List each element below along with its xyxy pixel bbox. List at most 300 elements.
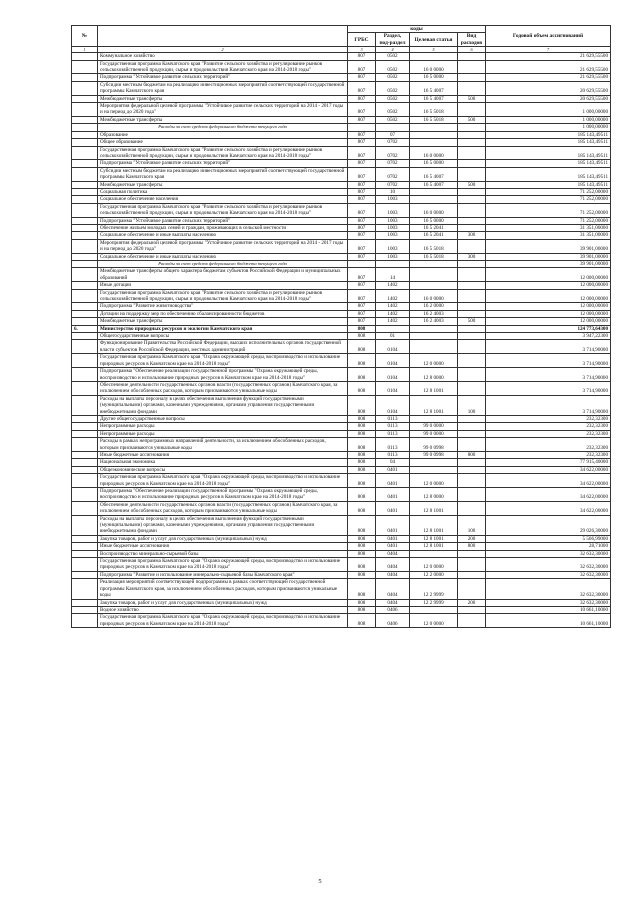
- row-number: [72, 116, 98, 123]
- row-name: Расходы за счет средств федерального бюджета текущего года: [98, 124, 348, 131]
- row-name: Субсидии местным бюджетам на реализацию инвестиционных мероприятий соответствующей государственной программы Камчатского края: [98, 81, 348, 95]
- table-row: [72, 451, 611, 458]
- row-name: Обеспечение деятельности государственных органов власти (государственных органов) Камчатского края, за исключением обособленных расходов, которым присваиваются уникальные коды: [98, 381, 348, 395]
- row-number: [72, 203, 98, 217]
- row-grbs: 807: [348, 103, 376, 117]
- row-expense-type: [458, 488, 486, 502]
- row-target-article: 12 8 1001: [410, 395, 458, 415]
- row-expense-type: [458, 289, 486, 303]
- row-target-article: 16 5 4007: [410, 167, 458, 181]
- row-expense-type: 500: [458, 318, 486, 325]
- row-target-article: 16 2 4003: [410, 310, 458, 317]
- table-row: [72, 535, 611, 542]
- row-amount: 77 915,40000: [486, 459, 611, 466]
- row-target-article: 99 0 0998: [410, 438, 458, 452]
- table-row: [72, 550, 611, 557]
- row-number: [72, 224, 98, 231]
- row-razdel: 1003: [376, 196, 410, 203]
- row-amount: 1 000,00000: [486, 103, 611, 117]
- row-amount: 3 714,90000: [486, 381, 611, 395]
- row-grbs: 807: [348, 253, 376, 260]
- row-razdel: 1003: [376, 203, 410, 217]
- row-amount: 12 000,00000: [486, 303, 611, 310]
- table-row: [72, 333, 611, 340]
- row-target-article: 12 8 0000: [410, 488, 458, 502]
- row-number: [72, 268, 98, 282]
- row-razdel: 0404: [376, 571, 410, 578]
- row-target-article: [410, 340, 458, 354]
- row-grbs: 808: [348, 571, 376, 578]
- row-target-article: [410, 124, 458, 131]
- row-razdel: 0404: [376, 558, 410, 572]
- table-row: [72, 95, 611, 102]
- row-number: [72, 131, 98, 138]
- row-name: Закупка товаров, работ и услуг для государственных (муниципальных) нужд: [98, 535, 348, 542]
- row-expense-type: [458, 558, 486, 572]
- row-expense-type: [458, 474, 486, 488]
- row-name: Подпрограмма "Устойчивое развитие сельских территорий": [98, 160, 348, 167]
- table-row: [72, 515, 611, 535]
- row-target-article: 99 0 0000: [410, 430, 458, 437]
- row-grbs: 807: [348, 131, 376, 138]
- row-expense-type: 500: [458, 116, 486, 123]
- row-grbs: 808: [348, 535, 376, 542]
- row-number: [72, 95, 98, 102]
- header-amount: Годовой объем ассигнований: [486, 26, 611, 47]
- row-grbs: 807: [348, 146, 376, 160]
- row-amount: 12 000,00000: [486, 268, 611, 282]
- row-amount: 71 252,00000: [486, 203, 611, 217]
- row-target-article: 12 2 9999: [410, 579, 458, 599]
- row-razdel: [376, 261, 410, 268]
- row-amount: 71 252,00000: [486, 188, 611, 195]
- table-row: [72, 606, 611, 613]
- table-row: [72, 488, 611, 502]
- table-row: [72, 131, 611, 138]
- row-razdel: 01: [376, 333, 410, 340]
- row-grbs: 807: [348, 60, 376, 74]
- table-row: [72, 543, 611, 550]
- row-name: Социальная политика: [98, 188, 348, 195]
- row-amount: 185 143,49511: [486, 146, 611, 160]
- row-amount: 71 252,00000: [486, 217, 611, 224]
- table-row: [72, 368, 611, 382]
- table-row: [72, 253, 611, 260]
- row-grbs: 807: [348, 203, 376, 217]
- row-name: Государственная программа Камчатского края "Развитие сельского хозяйства и регулирование рынков сельскохозяйственной продукции, сырья и продовольствия Камчатского края на 2014-2018 годы": [98, 146, 348, 160]
- header-csr: Целевая статья: [410, 33, 458, 47]
- row-expense-type: [458, 333, 486, 340]
- row-amount: 32 632,30000: [486, 579, 611, 599]
- row-name: Обеспечение жильем молодых семей и граждан, проживающих в сельской местности: [98, 224, 348, 231]
- row-expense-type: [458, 459, 486, 466]
- row-target-article: 12 8 1001: [410, 543, 458, 550]
- row-amount: 28,71000: [486, 543, 611, 550]
- row-expense-type: [458, 224, 486, 231]
- table-row: [72, 599, 611, 606]
- row-razdel: 0113: [376, 415, 410, 422]
- row-razdel: 0104: [376, 340, 410, 354]
- row-grbs: 807: [348, 318, 376, 325]
- row-number: [72, 466, 98, 473]
- colnum-2: 2: [98, 47, 348, 53]
- row-amount: 20 629,55500: [486, 95, 611, 102]
- row-number: [72, 614, 98, 628]
- row-grbs: 808: [348, 614, 376, 628]
- row-number: [72, 438, 98, 452]
- table-row: [72, 310, 611, 317]
- row-name: Иные дотации: [98, 282, 348, 289]
- table-row: [72, 139, 611, 146]
- row-name: Субсидии местным бюджетам на реализацию инвестиционных мероприятий соответствующей государственной программы Камчатского края: [98, 167, 348, 181]
- row-expense-type: [458, 74, 486, 81]
- row-target-article: 16 2 4003: [410, 318, 458, 325]
- row-number: [72, 571, 98, 578]
- row-number: [72, 196, 98, 203]
- row-amount: 34 622,00000: [486, 501, 611, 515]
- row-name: Социальное обеспечение и иные выплаты населению: [98, 232, 348, 239]
- row-razdel: 0113: [376, 423, 410, 430]
- row-amount: 31 351,00000: [486, 232, 611, 239]
- table-row: [72, 188, 611, 195]
- row-grbs: 807: [348, 74, 376, 81]
- row-target-article: 16 5 5018: [410, 253, 458, 260]
- row-razdel: 0113: [376, 438, 410, 452]
- colnum-6: 6: [458, 47, 486, 53]
- row-amount: 185 143,49511: [486, 160, 611, 167]
- row-number: [72, 606, 98, 613]
- row-name: Иные бюджетные ассигнования: [98, 543, 348, 550]
- row-razdel: 0702: [376, 146, 410, 160]
- row-expense-type: [458, 423, 486, 430]
- row-name: Межбюджетные трансферты: [98, 318, 348, 325]
- row-number: [72, 232, 98, 239]
- table-row: [72, 81, 611, 95]
- table-row: [72, 395, 611, 415]
- row-name: Расходы на выплаты персоналу в целях обеспечения выполнения функций государственными (муниципальными) органами, казенными учреждениями, органами управления государственными внебюджетными фондами: [98, 515, 348, 535]
- row-number: [72, 181, 98, 188]
- row-expense-type: [458, 282, 486, 289]
- row-expense-type: [458, 614, 486, 628]
- row-target-article: [410, 282, 458, 289]
- row-name: Подпрограмма "Обеспечение реализации государственной программы "Охрана окружающей среды, воспроизводство и использование природных ресурсов в Камчатском крае на 2014-2018 годы": [98, 368, 348, 382]
- row-grbs: 808: [348, 423, 376, 430]
- row-grbs: 807: [348, 81, 376, 95]
- row-grbs: 808: [348, 488, 376, 502]
- row-number: [72, 415, 98, 422]
- row-razdel: 0104: [376, 354, 410, 368]
- row-expense-type: [458, 606, 486, 613]
- row-name: Министерство природных ресурсов и экологии Камчатского края: [98, 325, 348, 332]
- header-name: [98, 26, 348, 47]
- row-amount: 3 714,90000: [486, 368, 611, 382]
- row-razdel: 14: [376, 268, 410, 282]
- row-razdel: 0104: [376, 368, 410, 382]
- row-amount: 232,32300: [486, 415, 611, 422]
- row-number: [72, 139, 98, 146]
- table-row: [72, 558, 611, 572]
- row-grbs: 807: [348, 95, 376, 102]
- row-number: [72, 381, 98, 395]
- row-grbs: 808: [348, 438, 376, 452]
- row-target-article: [410, 325, 458, 332]
- row-grbs: 808: [348, 501, 376, 515]
- row-number: [72, 333, 98, 340]
- row-amount: 232,32300: [486, 438, 611, 452]
- row-razdel: 1402: [376, 303, 410, 310]
- row-name: Государственная программа Камчатского края "Развитие сельского хозяйства и регулирование рынков сельскохозяйственной продукции, сырья и продовольствия Камчатского края на 2014-2018 годы": [98, 289, 348, 303]
- table-row: [72, 579, 611, 599]
- row-amount: 1 000,00000: [486, 116, 611, 123]
- row-grbs: 808: [348, 451, 376, 458]
- row-amount: 71 252,00000: [486, 196, 611, 203]
- row-razdel: 0401: [376, 466, 410, 473]
- row-expense-type: [458, 103, 486, 117]
- row-expense-type: [458, 415, 486, 422]
- row-amount: 185 143,49511: [486, 181, 611, 188]
- row-number: [72, 289, 98, 303]
- row-grbs: 807: [348, 303, 376, 310]
- row-name: Социальное обеспечение населения: [98, 196, 348, 203]
- row-amount: 12 000,00000: [486, 318, 611, 325]
- row-target-article: 99 0 0000: [410, 423, 458, 430]
- row-grbs: 808: [348, 543, 376, 550]
- row-razdel: 1003: [376, 253, 410, 260]
- row-expense-type: 100: [458, 515, 486, 535]
- row-razdel: 0702: [376, 160, 410, 167]
- table-row: [72, 438, 611, 452]
- row-number: [72, 74, 98, 81]
- row-grbs: [348, 124, 376, 131]
- row-target-article: 12 8 1001: [410, 535, 458, 542]
- colnum-5: 5: [410, 47, 458, 53]
- row-razdel: 04: [376, 459, 410, 466]
- row-number: [72, 515, 98, 535]
- row-number: [72, 579, 98, 599]
- row-name: Национальная экономика: [98, 459, 348, 466]
- row-razdel: 0502: [376, 95, 410, 102]
- row-target-article: [410, 268, 458, 282]
- row-expense-type: [458, 579, 486, 599]
- table-row: [72, 466, 611, 473]
- row-number: [72, 535, 98, 542]
- row-amount: 3 714,90000: [486, 354, 611, 368]
- row-target-article: 16 5 4007: [410, 81, 458, 95]
- table-row: [72, 160, 611, 167]
- row-number: [72, 368, 98, 382]
- row-razdel: 0401: [376, 543, 410, 550]
- row-name: Коммунальное хозяйство: [98, 53, 348, 60]
- row-name: Закупка товаров, работ и услуг для государственных (муниципальных) нужд: [98, 599, 348, 606]
- row-grbs: 808: [348, 550, 376, 557]
- header-row-1: [72, 26, 611, 33]
- row-number: [72, 282, 98, 289]
- row-target-article: 12 0 0000: [410, 474, 458, 488]
- row-number: [72, 550, 98, 557]
- row-grbs: 808: [348, 354, 376, 368]
- row-expense-type: [458, 368, 486, 382]
- row-target-article: 12 8 1001: [410, 381, 458, 395]
- table-row: [72, 282, 611, 289]
- row-name: Подпрограмма "Устойчивое развитие сельских территорий": [98, 74, 348, 81]
- row-amount: 20 629,55500: [486, 81, 611, 95]
- row-amount: 232,32300: [486, 423, 611, 430]
- row-amount: 10 661,10000: [486, 606, 611, 613]
- row-target-article: [410, 459, 458, 466]
- row-target-article: 12 0 0000: [410, 558, 458, 572]
- table-row: [72, 60, 611, 74]
- row-name: Межбюджетные трансферты: [98, 95, 348, 102]
- table-row: [72, 381, 611, 395]
- row-amount: 185 143,49511: [486, 139, 611, 146]
- table-row: [72, 146, 611, 160]
- row-amount: 32 632,30000: [486, 550, 611, 557]
- row-target-article: 12 8 0000: [410, 368, 458, 382]
- row-number: [72, 459, 98, 466]
- row-grbs: 807: [348, 217, 376, 224]
- row-number: [72, 599, 98, 606]
- row-target-article: 12 0 0000: [410, 614, 458, 628]
- row-number: [72, 310, 98, 317]
- row-name: Расходы за счет средств федерального бюджета текущего года: [98, 261, 348, 268]
- colnum-1: 1: [72, 47, 98, 53]
- row-razdel: 0502: [376, 116, 410, 123]
- row-target-article: [410, 131, 458, 138]
- row-amount: 31 351,00000: [486, 224, 611, 231]
- row-grbs: 807: [348, 167, 376, 181]
- row-amount: 39 901,00000: [486, 239, 611, 253]
- table-row: [72, 614, 611, 628]
- row-expense-type: [458, 303, 486, 310]
- row-number: [72, 558, 98, 572]
- row-grbs: 808: [348, 325, 376, 332]
- table-row: [72, 116, 611, 123]
- row-expense-type: [458, 239, 486, 253]
- row-razdel: 0502: [376, 103, 410, 117]
- row-name: Другие общегосударственные вопросы: [98, 415, 348, 422]
- table-row: [72, 415, 611, 422]
- row-expense-type: 100: [458, 395, 486, 415]
- table-row: [72, 53, 611, 60]
- row-amount: 21 629,55500: [486, 74, 611, 81]
- row-name: Подпрограмма "Развитие и использование минерально-сырьевой базы Камчатского края": [98, 571, 348, 578]
- row-razdel: 0502: [376, 53, 410, 60]
- row-grbs: 807: [348, 282, 376, 289]
- row-razdel: 0104: [376, 381, 410, 395]
- row-grbs: 808: [348, 381, 376, 395]
- row-number: [72, 340, 98, 354]
- row-expense-type: [458, 81, 486, 95]
- row-grbs: 808: [348, 395, 376, 415]
- row-expense-type: [458, 261, 486, 268]
- row-amount: 21 629,55500: [486, 53, 611, 60]
- row-number: [72, 160, 98, 167]
- row-number: [72, 354, 98, 368]
- header-razdel: Раздел, под-раздел: [376, 33, 410, 47]
- row-target-article: [410, 196, 458, 203]
- row-expense-type: [458, 354, 486, 368]
- row-name: Расходы на выплаты персоналу в целях обеспечения выполнения функций государственными (муниципальными) органами, казенными учреждениями, органами управления государственными внебюджетными фондами: [98, 395, 348, 415]
- row-razdel: 0104: [376, 395, 410, 415]
- row-grbs: 808: [348, 606, 376, 613]
- row-razdel: 1402: [376, 310, 410, 317]
- row-razdel: 1402: [376, 282, 410, 289]
- row-target-article: [410, 53, 458, 60]
- row-target-article: [410, 415, 458, 422]
- row-target-article: 12 0 0000: [410, 354, 458, 368]
- row-expense-type: [458, 167, 486, 181]
- row-expense-type: [458, 550, 486, 557]
- row-target-article: 16 5 0000: [410, 217, 458, 224]
- row-target-article: 16 5 2041: [410, 232, 458, 239]
- row-amount: 12 000,00000: [486, 282, 611, 289]
- row-number: [72, 103, 98, 117]
- row-expense-type: [458, 139, 486, 146]
- row-expense-type: [458, 217, 486, 224]
- row-expense-type: [458, 501, 486, 515]
- row-amount: 10 661,10000: [486, 614, 611, 628]
- row-expense-type: [458, 310, 486, 317]
- row-name: Государственная программа Камчатского края "Развитие сельского хозяйства и регулирование рынков сельскохозяйственной продукции, сырья и продовольствия Камчатского края на 2014-2018 годы": [98, 60, 348, 74]
- row-grbs: 807: [348, 188, 376, 195]
- row-number: [72, 60, 98, 74]
- colnum-4: 4: [376, 47, 410, 53]
- row-razdel: 0401: [376, 474, 410, 488]
- row-target-article: 12 2 9999: [410, 599, 458, 606]
- table-row: [72, 203, 611, 217]
- row-target-article: 16 5 4007: [410, 95, 458, 102]
- row-name: Подпрограмма "Устойчивое развитие сельских территорий": [98, 217, 348, 224]
- table-row: [72, 318, 611, 325]
- table-row: [72, 261, 611, 268]
- row-amount: 5 566,99000: [486, 535, 611, 542]
- table-row: [72, 217, 611, 224]
- row-target-article: 16 5 0000: [410, 74, 458, 81]
- row-razdel: 1402: [376, 289, 410, 303]
- row-grbs: 807: [348, 268, 376, 282]
- row-expense-type: [458, 438, 486, 452]
- row-amount: 29 026,30000: [486, 515, 611, 535]
- row-amount: 34 622,00000: [486, 466, 611, 473]
- row-amount: 1 000,00000: [486, 124, 611, 131]
- table-row: [72, 303, 611, 310]
- row-number: [72, 261, 98, 268]
- row-razdel: 0113: [376, 451, 410, 458]
- row-name: Реализация мероприятий соответствующей подпрограммы в рамках соответствующей государственной программы Камчатского края, за исключением обособленных расходов, которым присваиваются уникальные коды: [98, 579, 348, 599]
- row-grbs: 808: [348, 466, 376, 473]
- table-row: [72, 232, 611, 239]
- row-expense-type: [458, 340, 486, 354]
- row-amount: 12 000,00000: [486, 310, 611, 317]
- table-row: [72, 340, 611, 354]
- row-amount: 39 901,00000: [486, 253, 611, 260]
- row-target-article: 16 0 0000: [410, 60, 458, 74]
- row-razdel: 10: [376, 188, 410, 195]
- row-name: Государственная программа Камчатского края "Охрана окружающей среды, воспроизводство и использование природных ресурсов в Камчатском крае на 2014-2018 годы": [98, 614, 348, 628]
- row-number: [72, 395, 98, 415]
- row-grbs: 807: [348, 239, 376, 253]
- row-number: [72, 318, 98, 325]
- row-razdel: 1003: [376, 239, 410, 253]
- row-number: [72, 253, 98, 260]
- row-target-article: 12 8 1001: [410, 501, 458, 515]
- row-razdel: 07: [376, 131, 410, 138]
- row-razdel: 0401: [376, 515, 410, 535]
- row-number: [72, 543, 98, 550]
- table-row: [72, 474, 611, 488]
- row-amount: 32 632,30000: [486, 571, 611, 578]
- row-target-article: 16 5 4007: [410, 181, 458, 188]
